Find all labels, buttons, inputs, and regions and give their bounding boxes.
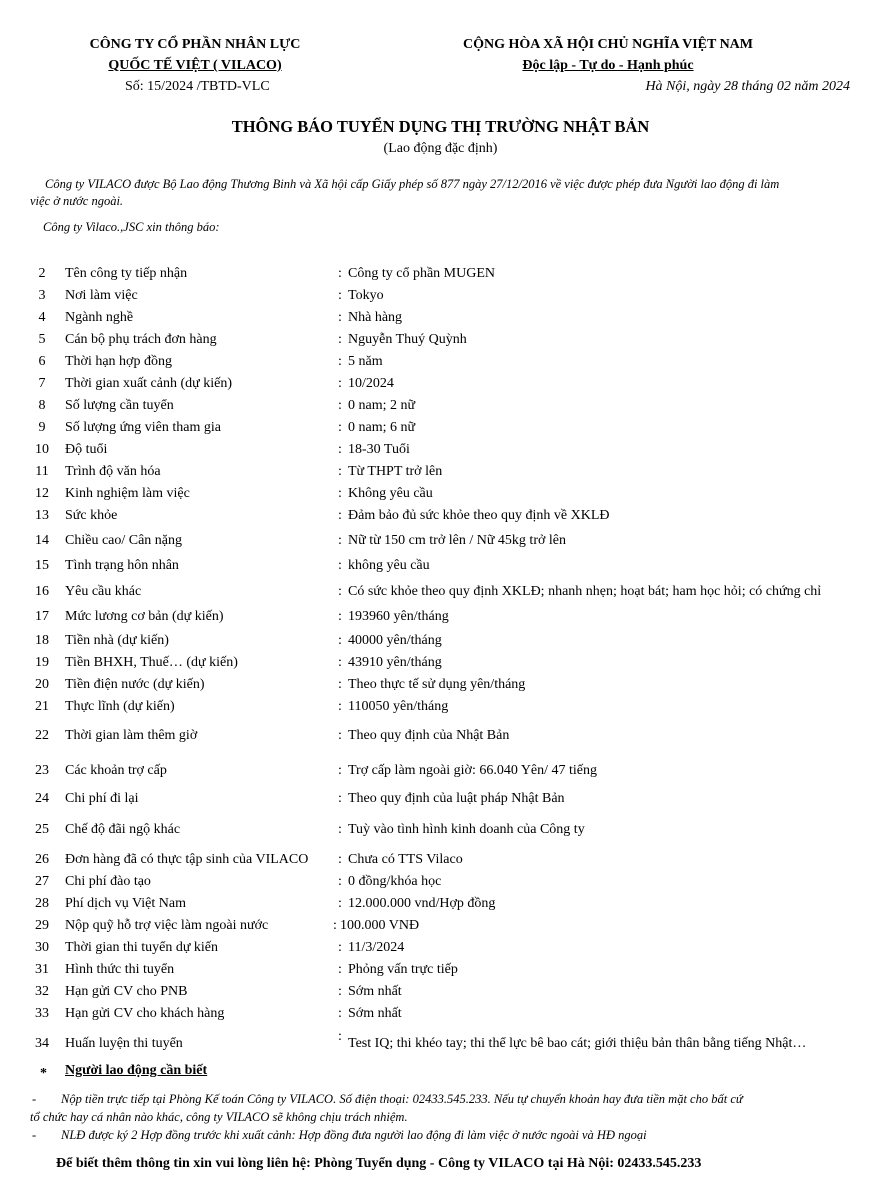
row-label: Trình độ văn hóa — [65, 464, 161, 479]
notes-heading — [65, 1063, 207, 1079]
row-number: 25 — [35, 822, 49, 837]
detail-row — [0, 918, 881, 938]
row-colon: : — [338, 633, 342, 648]
row-colon: : — [338, 584, 342, 599]
row-value: Trợ cấp làm ngoài giờ: 66.040 Yên/ 47 tiếng — [348, 763, 598, 778]
detail-row — [0, 940, 881, 960]
row-label: Nộp quỹ hỗ trợ việc làm ngoài nước — [65, 918, 269, 933]
row-value: Chưa có TTS Vilaco — [348, 852, 463, 867]
row-label: Chi phí đi lại — [65, 791, 139, 806]
detail-row — [0, 763, 881, 783]
row-number: 10 — [35, 442, 49, 457]
row-value: 10/2024 — [348, 376, 394, 391]
row-number: 24 — [35, 791, 49, 806]
row-label: Số lượng ứng viên tham gia — [65, 420, 221, 435]
detail-row — [0, 442, 881, 462]
detail-row — [0, 332, 881, 352]
row-colon: : — [338, 376, 342, 391]
detail-row — [0, 822, 881, 842]
detail-row — [0, 486, 881, 506]
row-value: 18-30 Tuổi — [348, 442, 410, 457]
intro-line-3: Công ty Vilaco.,JSC xin thông báo: — [43, 220, 220, 234]
row-value: Theo thực tế sử dụng yên/tháng — [348, 677, 526, 692]
detail-row — [0, 533, 881, 553]
row-value: 193960 yên/tháng — [348, 609, 449, 624]
row-colon: : — [338, 288, 342, 303]
detail-row — [0, 376, 881, 396]
detail-row — [0, 1006, 881, 1026]
row-label: Tiền nhà (dự kiến) — [65, 633, 169, 648]
contact-info: Để biết thêm thông tin xin vui lòng liên hệ: Phòng Tuyển dụng - Công ty VILACO tại Hà Nội: 02433.545.233 — [56, 1156, 702, 1171]
detail-row — [0, 464, 881, 484]
row-label: Đơn hàng đã có thực tập sinh của VILACO — [65, 852, 309, 867]
row-number: 14 — [35, 533, 49, 548]
row-label: Tên công ty tiếp nhận — [65, 266, 188, 281]
row-value: Nữ từ 150 cm trở lên / Nữ 45kg trở lên — [348, 533, 566, 548]
row-colon: : — [338, 728, 342, 743]
note-1-line-2: tổ chức hay cá nhân nào khác, công ty VILACO sẽ không chịu trách nhiệm. — [30, 1110, 408, 1124]
row-colon: : — [338, 310, 342, 325]
row-number: 34 — [35, 1036, 49, 1051]
row-value: Sớm nhất — [348, 1006, 402, 1021]
detail-row — [0, 633, 881, 653]
row-colon: : — [338, 874, 342, 889]
row-colon: : — [338, 508, 342, 523]
row-label: Thời hạn hợp đồng — [65, 354, 172, 369]
bullet-marker: * — [40, 1066, 47, 1081]
row-number: 30 — [35, 940, 49, 955]
detail-row — [0, 655, 881, 675]
row-value: Test IQ; thi khéo tay; thi thể lực bê bao cát; giới thiệu bản thân bằng tiếng Nhật… — [348, 1036, 807, 1051]
row-number: 21 — [35, 699, 49, 714]
row-colon: : — [338, 962, 342, 977]
row-value: 0 đồng/khóa học — [348, 874, 442, 889]
row-value: 40000 yên/tháng — [348, 633, 442, 648]
row-label: Thời gian thi tuyển dự kiến — [65, 940, 219, 955]
row-label: Thời gian làm thêm giờ — [65, 728, 198, 743]
row-value: Sớm nhất — [348, 984, 402, 999]
detail-row — [0, 398, 881, 418]
row-colon: : — [338, 398, 342, 413]
company-name-line2 — [60, 58, 330, 74]
row-number: 26 — [35, 852, 49, 867]
row-number: 27 — [35, 874, 49, 889]
row-label: Chiều cao/ Cân nặng — [65, 533, 183, 548]
company-name-line1: CÔNG TY CỔ PHẦN NHÂN LỰC — [89, 37, 301, 52]
row-colon: : — [338, 677, 342, 692]
row-number: 11 — [35, 464, 49, 479]
row-label: Phí dịch vụ Việt Nam — [65, 896, 187, 911]
note-1-line-1: Nộp tiền trực tiếp tại Phòng Kế toán Công ty VILACO. Số điện thoại: 02433.545.233. Nếu tự chuyển khoản hay đưa tiền mặt cho bất cứ — [61, 1092, 743, 1106]
dash-marker-1: - — [32, 1092, 37, 1106]
row-value: 110050 yên/tháng — [348, 699, 449, 714]
row-colon: : — [338, 533, 342, 548]
row-label: Kinh nghiệm làm việc — [65, 486, 190, 501]
row-value: Có sức khỏe theo quy định XKLĐ; nhanh nhẹn; hoạt bát; ham học hỏi; có chứng chỉ — [348, 584, 822, 599]
row-number: 15 — [35, 558, 49, 573]
row-value: Tuỳ vào tình hình kinh doanh của Công ty — [348, 822, 585, 837]
row-value: Tokyo — [348, 288, 384, 303]
row-number: 32 — [35, 984, 49, 999]
detail-row — [0, 288, 881, 308]
row-colon: : — [338, 442, 342, 457]
document-number: Số: 15/2024 /TBTD-VLC — [125, 79, 270, 94]
detail-row — [0, 962, 881, 982]
detail-row — [0, 1029, 881, 1056]
row-value: Đảm bảo đủ sức khỏe theo quy định về XKLĐ — [348, 508, 610, 523]
row-label: Thời gian xuất cảnh (dự kiến) — [65, 376, 232, 391]
detail-row — [0, 558, 881, 578]
row-value: Nhà hàng — [348, 310, 403, 325]
row-number: 31 — [35, 962, 49, 977]
row-number: 3 — [38, 288, 46, 303]
row-label: Cán bộ phụ trách đơn hàng — [65, 332, 217, 347]
row-label: Chế độ đãi ngộ khác — [65, 822, 181, 837]
row-number: 12 — [35, 486, 49, 501]
row-number: 29 — [35, 918, 49, 933]
row-value: 5 năm — [348, 354, 383, 369]
detail-row — [0, 266, 881, 286]
national-motto-text: Độc lập - Tự do - Hạnh phúc — [522, 58, 694, 73]
row-value: 43910 yên/tháng — [348, 655, 442, 670]
row-colon: : — [338, 896, 342, 911]
row-number: 2 — [38, 266, 46, 281]
company-name-line2-text: QUỐC TẾ VIỆT ( VILACO) — [108, 58, 282, 73]
row-number: 18 — [35, 633, 49, 648]
row-colon: : — [338, 486, 342, 501]
detail-row — [0, 310, 881, 330]
row-label: Sức khỏe — [65, 508, 118, 523]
row-colon: : — [338, 266, 342, 281]
row-colon: : — [338, 822, 342, 837]
row-value: không yêu cầu — [348, 558, 430, 573]
row-colon: : — [338, 558, 342, 573]
detail-row — [0, 677, 881, 697]
row-value: 11/3/2024 — [348, 940, 405, 955]
row-number: 8 — [38, 398, 46, 413]
note-2: NLĐ được ký 2 Hợp đồng trước khi xuất cảnh: Hợp đồng đưa người lao động đi làm việc ở nước ngoài và HĐ ngoại — [61, 1128, 647, 1142]
row-value: Phỏng vấn trực tiếp — [348, 962, 458, 977]
row-number: 4 — [38, 310, 46, 325]
intro-line-1: Công ty VILACO được Bộ Lao động Thương Binh và Xã hội cấp Giấy phép số 877 ngày 27/12/2016 về việc được phép đưa Người lao động đi làm — [45, 177, 780, 191]
row-colon: : — [338, 940, 342, 955]
row-label: Nơi làm việc — [65, 288, 138, 303]
intro-line-2: việc ở nước ngoài. — [30, 194, 124, 208]
row-label: Tình trạng hôn nhân — [65, 558, 179, 573]
row-number: 7 — [38, 376, 46, 391]
row-colon: : — [338, 984, 342, 999]
detail-row — [0, 984, 881, 1004]
row-value: Theo quy định của Nhật Bản — [348, 728, 510, 743]
national-motto — [418, 58, 798, 74]
row-colon: : — [338, 655, 342, 670]
detail-row — [0, 354, 881, 374]
row-value: Không yêu cầu — [348, 486, 433, 501]
detail-row — [0, 420, 881, 440]
row-number: 17 — [35, 609, 49, 624]
country-name: CỘNG HÒA XÃ HỘI CHỦ NGHĨA VIỆT NAM — [462, 37, 753, 52]
detail-row — [0, 791, 881, 811]
row-label: Các khoản trợ cấp — [65, 763, 167, 778]
row-colon: : — [338, 1029, 342, 1044]
row-value: 0 nam; 6 nữ — [348, 420, 416, 435]
detail-row — [0, 896, 881, 916]
row-colon: : — [338, 609, 342, 624]
row-colon: : — [338, 699, 342, 714]
row-number: 23 — [35, 763, 49, 778]
row-colon: : — [338, 332, 342, 347]
row-colon: : — [338, 852, 342, 867]
row-value: Từ THPT trở lên — [348, 464, 443, 479]
row-colon: : — [338, 791, 342, 806]
row-label: Yêu cầu khác — [65, 584, 142, 599]
row-number: 20 — [35, 677, 49, 692]
row-label: Độ tuổi — [65, 442, 108, 457]
row-label: Hình thức thi tuyển — [65, 962, 175, 977]
notes-heading-text: Người lao động cần biết — [65, 1063, 208, 1078]
row-value: 12.000.000 vnd/Hợp đồng — [348, 896, 496, 911]
detail-row — [0, 508, 881, 528]
row-number: 13 — [35, 508, 49, 523]
row-value: Theo quy định của luật pháp Nhật Bản — [348, 791, 565, 806]
row-label: Tiền điện nước (dự kiến) — [65, 677, 205, 692]
dash-marker-2: - — [32, 1128, 37, 1142]
row-label: Chi phí đào tạo — [65, 874, 151, 889]
row-label: Thực lĩnh (dự kiến) — [65, 699, 175, 714]
detail-row — [0, 728, 881, 748]
row-number: 19 — [35, 655, 49, 670]
detail-row — [0, 584, 881, 604]
document-title: THÔNG BÁO TUYỂN DỤNG THỊ TRƯỜNG NHẬT BẢN — [231, 117, 650, 136]
row-value: Nguyễn Thuý Quỳnh — [348, 332, 467, 347]
row-colon: : — [338, 464, 342, 479]
row-colon: : — [338, 354, 342, 369]
detail-row — [0, 852, 881, 872]
detail-row — [0, 874, 881, 894]
row-label: Ngành nghề — [65, 310, 134, 325]
row-value: Công ty cổ phần MUGEN — [348, 266, 495, 281]
row-number: 28 — [35, 896, 49, 911]
detail-row — [0, 609, 881, 629]
row-label: Hạn gửi CV cho khách hàng — [65, 1006, 225, 1021]
row-colon: : — [338, 1006, 342, 1021]
row-number: 5 — [38, 332, 46, 347]
row-label: Số lượng cần tuyển — [65, 398, 174, 413]
row-number: 22 — [35, 728, 49, 743]
row-colon: : — [333, 918, 337, 933]
row-number: 16 — [35, 584, 49, 599]
document-subtitle: (Lao động đặc định) — [383, 141, 498, 156]
row-number: 6 — [38, 354, 46, 369]
row-colon: : — [338, 420, 342, 435]
place-date: Hà Nội, ngày 28 tháng 02 năm 2024 — [645, 79, 850, 94]
row-label: Hạn gửi CV cho PNB — [65, 984, 188, 999]
row-colon: : — [338, 763, 342, 778]
row-label: Huấn luyện thi tuyển — [65, 1036, 183, 1051]
row-number: 33 — [35, 1006, 49, 1021]
row-label: Tiền BHXH, Thuế… (dự kiến) — [65, 655, 238, 670]
row-value: 100.000 VNĐ — [340, 918, 420, 933]
row-number: 9 — [38, 420, 46, 435]
row-value: 0 nam; 2 nữ — [348, 398, 416, 413]
detail-row — [0, 699, 881, 719]
row-label: Mức lương cơ bản (dự kiến) — [65, 609, 224, 624]
